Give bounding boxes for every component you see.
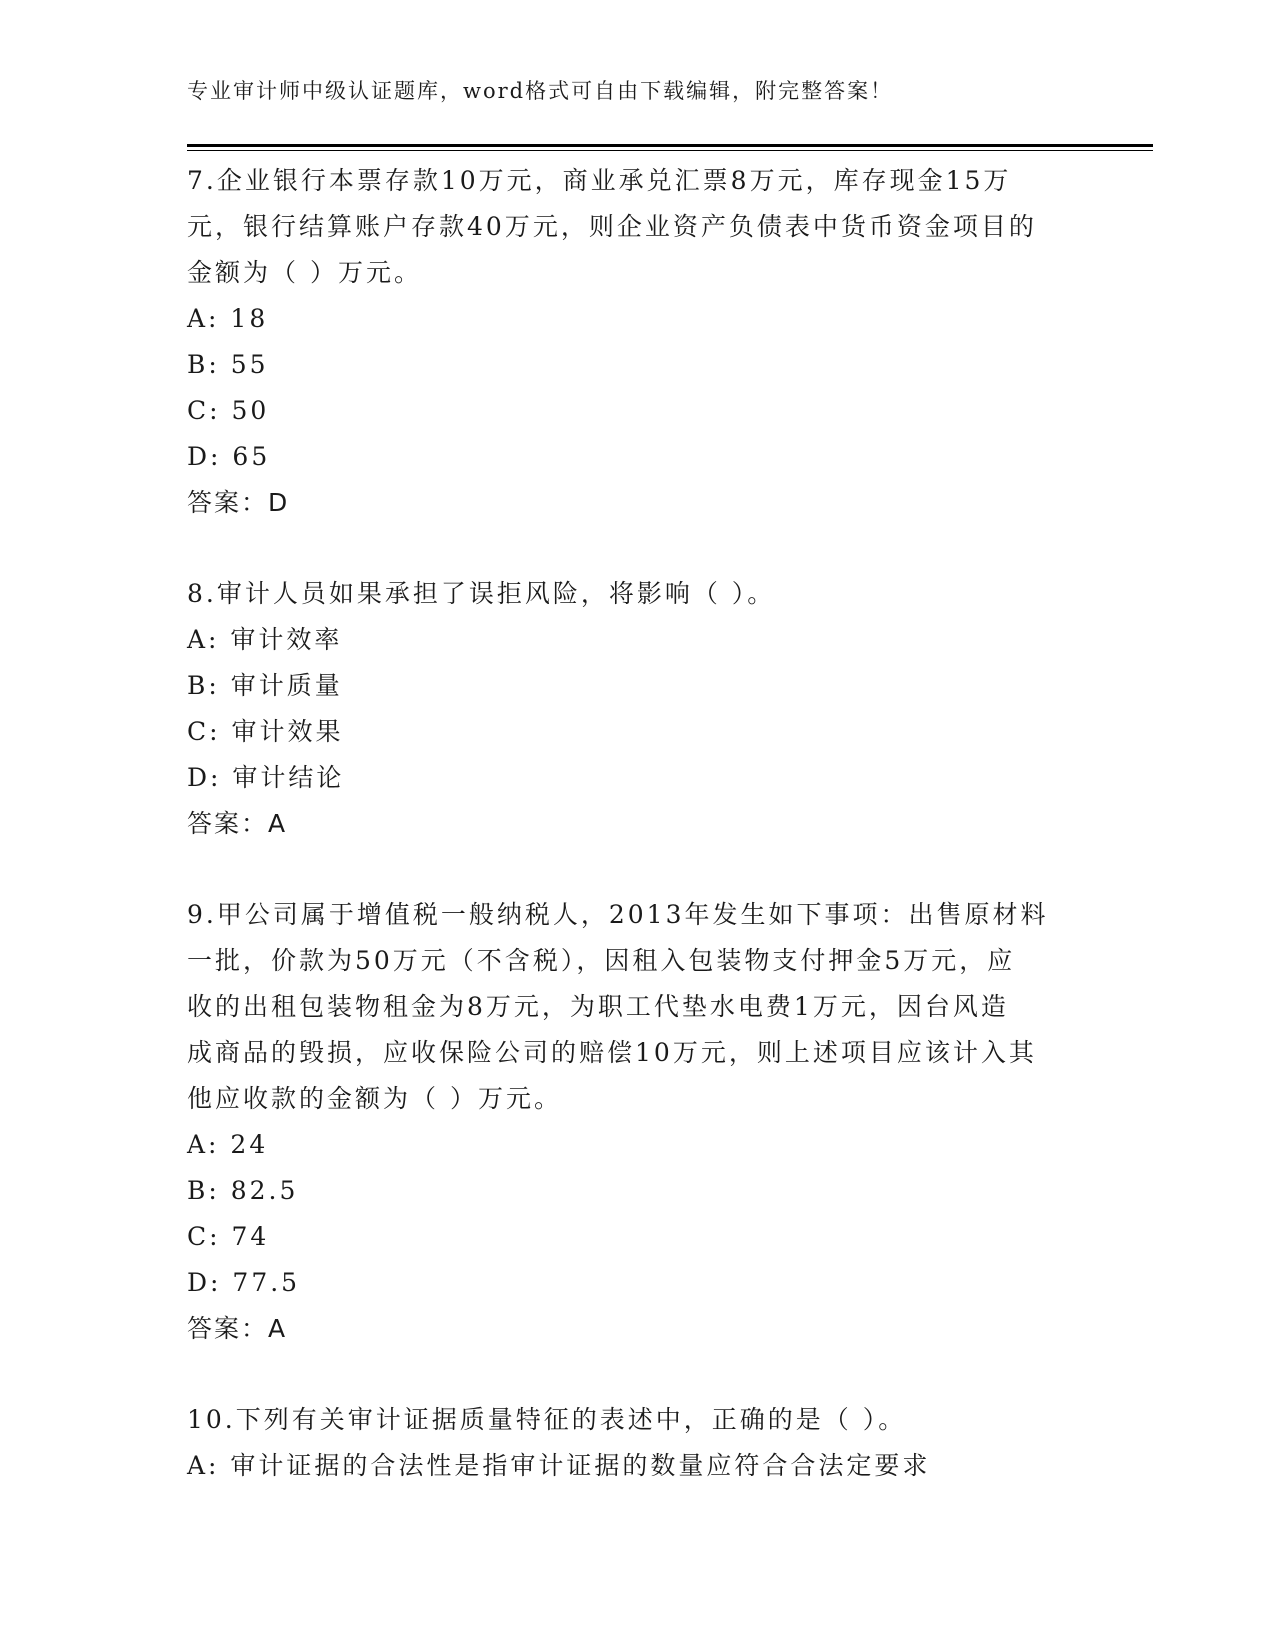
answer-line: 答案：A [187, 809, 288, 838]
option-a: A: 审计效率 [187, 625, 343, 654]
option-c: C: 50 [187, 396, 270, 425]
question-text-line: 7.企业银行本票存款10万元，商业承兑汇票8万元，库存现金15万 [187, 166, 1012, 195]
question-10 [187, 1397, 1087, 1489]
option-c: C: 74 [187, 1222, 270, 1251]
option-a: A: 24 [187, 1130, 269, 1159]
page-header: 专业审计师中级认证题库，word格式可自由下载编辑，附完整答案！ [187, 79, 894, 103]
answer-line: 答案：D [187, 488, 290, 517]
question-list [187, 158, 1087, 1489]
question-gap [187, 1352, 1087, 1397]
answer-line: 答案：A [187, 1314, 288, 1343]
question-gap [187, 526, 1087, 571]
header-rule-thick [187, 144, 1153, 147]
header-rule-thin [187, 150, 1153, 151]
option-c: C: 审计效果 [187, 717, 344, 746]
question-text-line: 收的出租包装物租金为8万元，为职工代垫水电费1万元，因台风造 [187, 992, 1009, 1021]
question-8 [187, 571, 1087, 847]
option-a: A: 18 [187, 304, 269, 333]
question-gap [187, 847, 1087, 892]
option-d: D: 审计结论 [187, 763, 345, 792]
question-text-line: 金额为（ ）万元。 [187, 258, 422, 287]
question-text-line: 他应收款的金额为（ ）万元。 [187, 1084, 562, 1113]
option-a: A: 审计证据的合法性是指审计证据的数量应符合合法定要求 [187, 1451, 931, 1480]
question-text-line: 元，银行结算账户存款40万元，则企业资产负债表中货币资金项目的 [187, 212, 1037, 241]
question-text-line: 一批，价款为50万元（不含税），因租入包装物支付押金5万元，应 [187, 946, 1016, 975]
question-7 [187, 158, 1087, 526]
option-d: D: 65 [187, 442, 271, 471]
question-9 [187, 892, 1087, 1352]
question-text-line: 8.审计人员如果承担了误拒风险，将影响（ ）。 [187, 579, 776, 608]
question-text-line: 10.下列有关审计证据质量特征的表述中，正确的是（ ）。 [187, 1405, 907, 1434]
question-text-line: 9.甲公司属于增值税一般纳税人，2013年发生如下事项：出售原材料 [187, 900, 1049, 929]
option-b: B: 55 [187, 350, 269, 379]
option-b: B: 82.5 [187, 1176, 299, 1205]
option-b: B: 审计质量 [187, 671, 343, 700]
question-text-line: 成商品的毁损，应收保险公司的赔偿10万元，则上述项目应该计入其 [187, 1038, 1037, 1067]
option-d: D: 77.5 [187, 1268, 301, 1297]
